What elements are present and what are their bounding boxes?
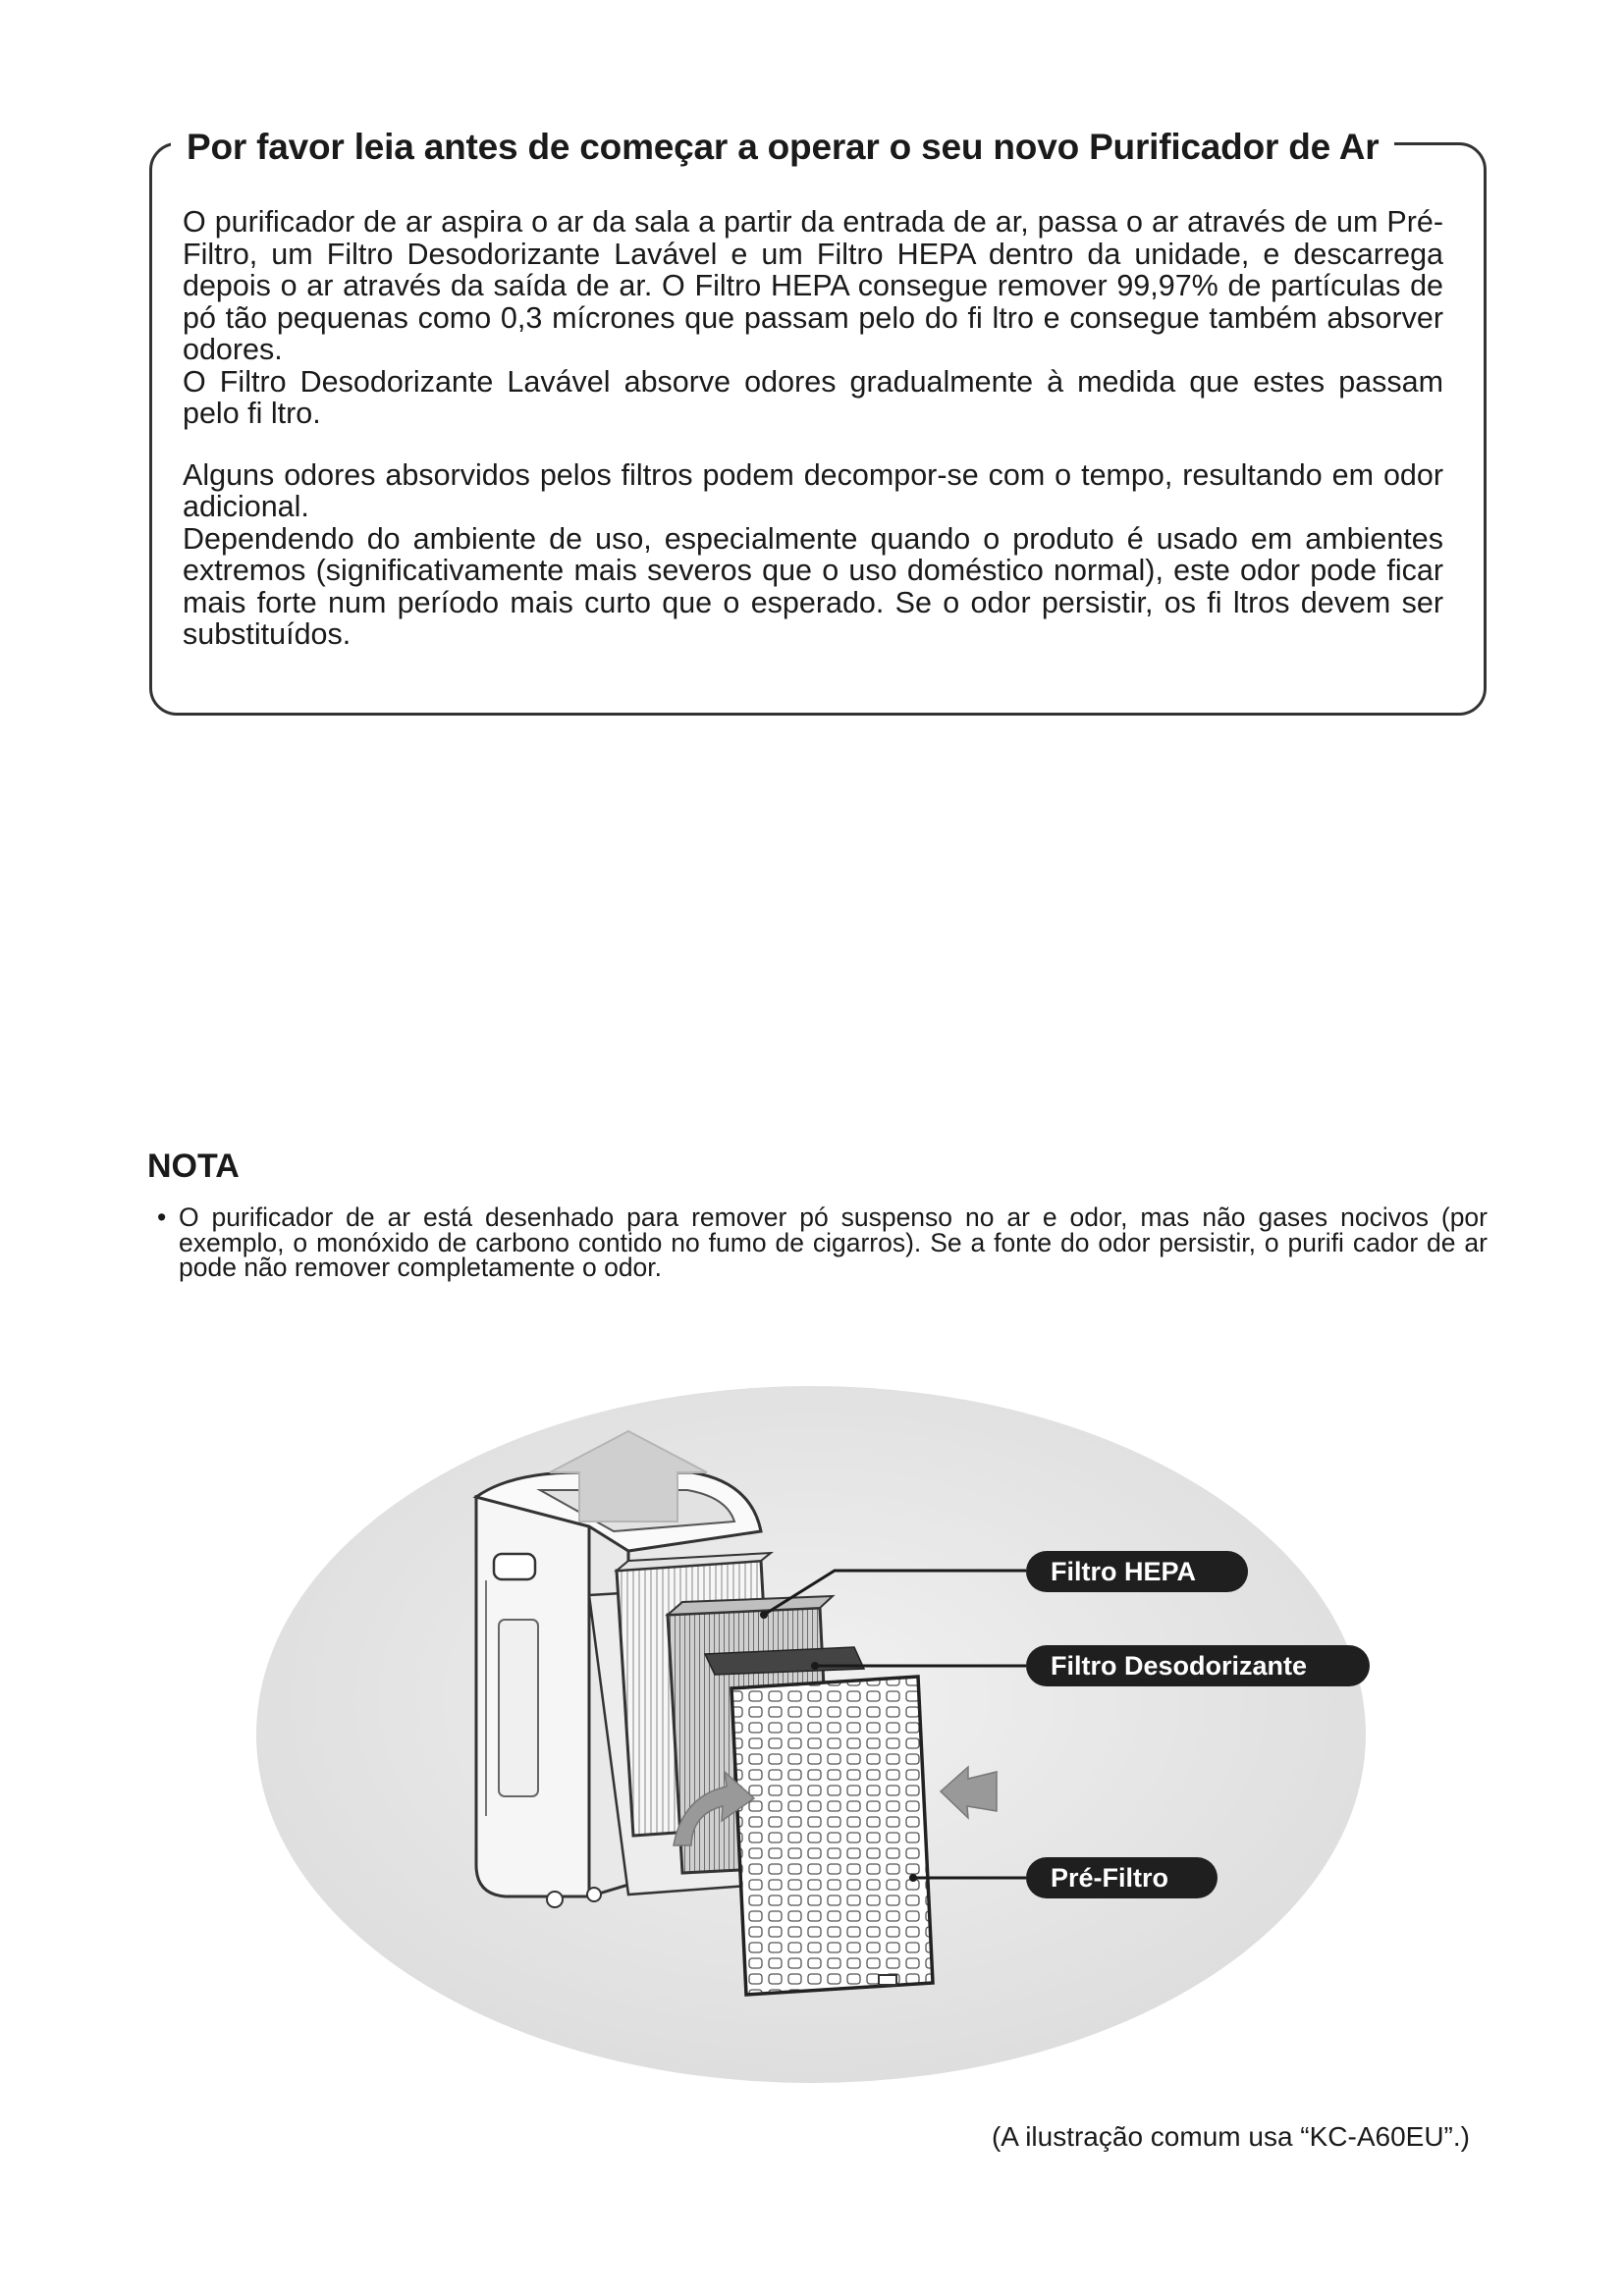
notice-paragraph: O Filtro Desodorizante Lavável absorve odores gradualmente à medida que estes passam pelo fi ltro.: [183, 364, 1443, 430]
illustration-caption: (A ilustração comum usa “KC-A60EU”.): [991, 2121, 1470, 2152]
notice-body: [183, 206, 1443, 651]
purifier-filter-illustration: [0, 1374, 1624, 2120]
nota-list: [157, 1202, 1488, 1282]
label-deodorizing-text: Filtro Desodorizante: [1051, 1651, 1308, 1681]
label-hepa: [1026, 1551, 1248, 1592]
nota-heading: NOTA: [147, 1148, 240, 1185]
label-deodorizing: [1026, 1645, 1370, 1686]
notice-paragraph: Alguns odores absorvidos pelos filtros podem decompor-se com o tempo, resultando em odor adicional.: [183, 457, 1443, 523]
notice-paragraph: Dependendo do ambiente de uso, especialmente quando o produto é usado em ambientes extremos (significativamente mais severos que o uso doméstico normal), este odor pode ficar mais forte num período mais curto que o esperado. Se o odor persistir, os fi ltros devem ser substituídos.: [183, 521, 1443, 651]
bullet: •: [157, 1202, 167, 1232]
label-prefilter-text: Pré-Filtro: [1051, 1863, 1169, 1893]
label-prefilter: [1026, 1857, 1218, 1898]
nota-item-text: O purificador de ar está desenhado para remover pó suspenso no ar e odor, mas não gases nocivos (por exemplo, o monóxido de carbono contido no fumo de cigarros). Se a fonte do odor persistir, o purifi cador de ar pode não remover completamente o odor.: [179, 1202, 1488, 1282]
notice-paragraph: O purificador de ar aspira o ar da sala a partir da entrada de ar, passa o ar através de um Pré-Filtro, um Filtro Desodorizante Lavável e um Filtro HEPA dentro da unidade, e descarrega depois o ar através da saída de ar. O Filtro HEPA consegue remover 99,97% de partículas de pó tão pequenas como 0,3 mícrones que passam pelo do fi ltro e consegue também absorver odores.: [183, 205, 1443, 366]
label-hepa-text: Filtro HEPA: [1051, 1557, 1196, 1586]
nota-item: [157, 1202, 1488, 1282]
pre-filter: [731, 1677, 933, 1995]
notice-title: Por favor leia antes de começar a operar o seu novo Purificador de Ar: [171, 122, 1394, 173]
